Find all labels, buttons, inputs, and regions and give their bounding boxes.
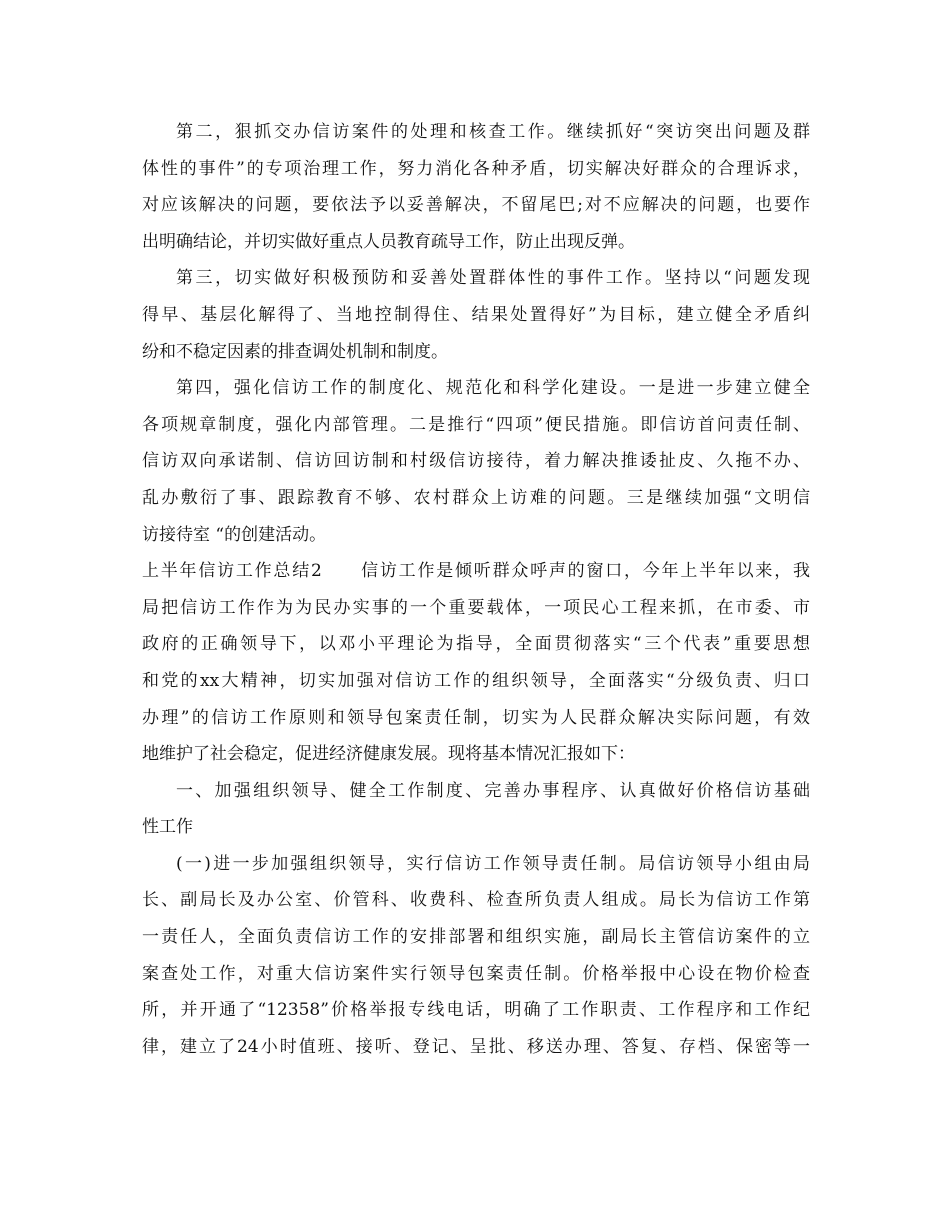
text-line: 案查处工作，对重大信访案件实行领导包案责任制。价格举报中心设在物价检查 [142, 963, 810, 984]
document-body [142, 114, 810, 1065]
text-line: 对应该解决的问题，要依法予以妥善解决，不留尾巴;对不应解决的问题，也要作 [142, 195, 810, 216]
text-line: 律，建立了24小时值班、接听、登记、呈批、移送办理、答复、存档、保密等一 [142, 1036, 810, 1057]
text-line: 地维护了社会稳定，促进经济健康发展。现将基本情况汇报如下： [142, 744, 635, 765]
text-line: 出明确结论，并切实做好重点人员教育疏导工作，防止出现反弹。 [142, 231, 635, 252]
text-line: 长、副局长及办公室、价管科、收费科、检查所负责人组成。局长为信访工作第 [142, 890, 810, 911]
text-line: 第四，强化信访工作的制度化、规范化和科学化建设。一是进一步建立健全 [176, 378, 810, 399]
text-line: 上半年信访工作总结2 信访工作是倾听群众呼声的窗口，今年上半年以来，我 [142, 561, 810, 582]
text-line: 一责任人，全面负责信访工作的安排部署和组织实施，副局长主管信访案件的立 [142, 927, 810, 948]
text-line: 信访双向承诺制、信访回访制和村级信访接待，着力解决推诿扯皮、久拖不办、 [142, 451, 810, 472]
text-line: 一、加强组织领导、健全工作制度、完善办事程序、认真做好价格信访基础 [176, 780, 810, 801]
text-line: 体性的事件”的专项治理工作，努力消化各种矛盾，切实解决好群众的合理诉求， [142, 158, 810, 179]
text-line: 和党的xx大精神，切实加强对信访工作的组织领导，全面落实“分级负责、归口 [142, 670, 810, 691]
text-line: 纷和不稳定因素的排查调处机制和制度。 [142, 341, 448, 362]
text-line: 所，并开通了“12358”价格举报专线电话，明确了工作职责、工作程序和工作纪 [142, 1000, 810, 1021]
text-line: 办理”的信访工作原则和领导包案责任制，切实为人民群众解决实际问题，有效 [142, 707, 810, 728]
text-line: 访接待室 “的创建活动。 [142, 524, 327, 545]
text-line: 各项规章制度，强化内部管理。二是推行“四项”便民措施。即信访首问责任制、 [142, 414, 810, 435]
text-line: 第三，切实做好积极预防和妥善处置群体性的事件工作。坚持以“问题发现 [176, 268, 810, 289]
text-line: 乱办敷衍了事、跟踪教育不够、农村群众上访难的问题。三是继续加强“文明信 [142, 487, 810, 508]
text-line: 性工作 [142, 817, 193, 838]
text-line: 政府的正确领导下，以邓小平理论为指导，全面贯彻落实“三个代表”重要思想 [142, 634, 810, 655]
text-line: 局把信访工作作为为民办实事的一个重要载体，一项民心工程来抓，在市委、市 [142, 597, 810, 618]
text-line: 第二，狠抓交办信访案件的处理和核查工作。继续抓好“突访突出问题及群 [176, 122, 810, 142]
text-line: 得早、基层化解得了、当地控制得住、结果处置得好”为目标，建立健全矛盾纠 [142, 304, 810, 325]
text-line: (一)进一步加强组织领导，实行信访工作领导责任制。局信访领导小组由局 [176, 853, 810, 874]
